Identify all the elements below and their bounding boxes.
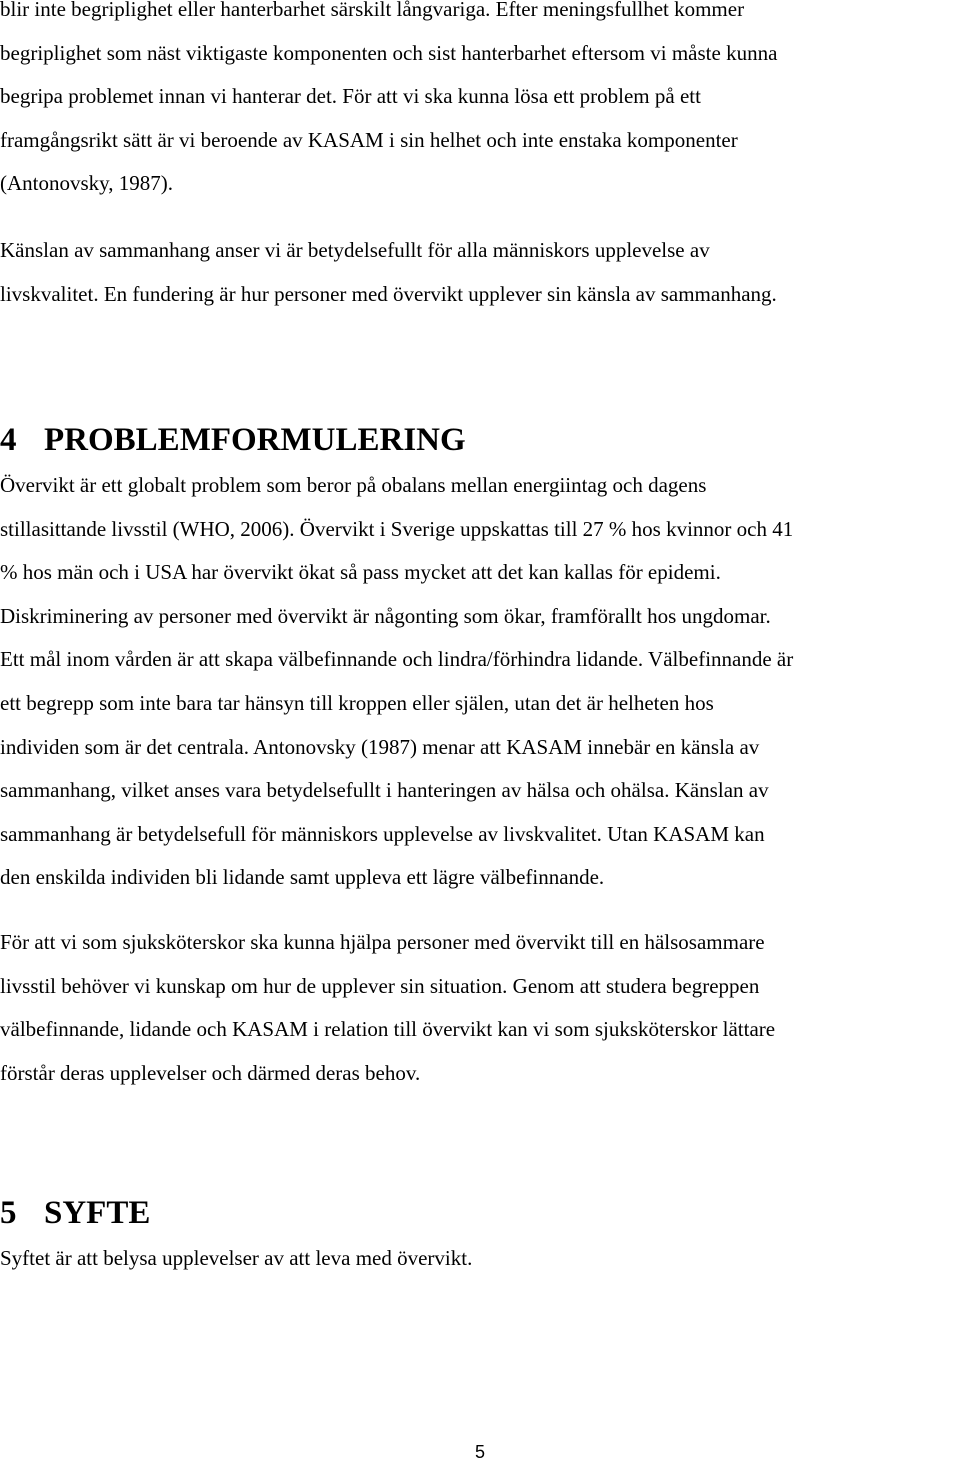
paragraph-aim <box>0 1237 472 1281</box>
text-line: livskvalitet. En fundering är hur personer med övervikt upplever sin känsla av sammanhang. <box>0 281 777 306</box>
section-title: SYFTE <box>44 1195 151 1231</box>
section-heading-problemformulering <box>0 420 466 460</box>
paragraph-nursing-relevance <box>0 921 775 1095</box>
section-title: PROBLEMFORMULERING <box>44 422 466 458</box>
text-line: stillasittande livsstil (WHO, 2006). Övervikt i Sverige uppskattas till 27 % hos kvinnor och 41 <box>0 516 794 541</box>
text-line: välbefinnande, lidande och KASAM i relation till övervikt kan vi som sjuksköterskor lättare <box>0 1017 776 1042</box>
text-line: Ett mål inom vården är att skapa välbefinnande och lindra/förhindra lidande. Välbefinnande är <box>0 647 794 672</box>
text-line: individen som är det centrala. Antonovsky (1987) menar att KASAM innebär en känsla av <box>0 734 760 759</box>
text-line: förstår deras upplevelser och därmed deras behov. <box>0 1060 421 1085</box>
page-number: 5 <box>474 1442 485 1462</box>
text-line: den enskilda individen bli lidande samt uppleva ett lägre välbefinnande. <box>0 865 605 890</box>
text-line: För att vi som sjuksköterskor ska kunna hjälpa personer med övervikt till en hälsosammare <box>0 930 765 954</box>
text-line: ett begrepp som inte bara tar hänsyn till kroppen eller själen, utan det är helheten hos <box>0 690 714 715</box>
text-line: livsstil behöver vi kunskap om hur de upplever sin situation. Genom att studera begreppen <box>0 973 760 998</box>
text-line: begriplighet som näst viktigaste komponenten och sist hanterbarhet eftersom vi måste kunna <box>0 40 778 65</box>
section-number: 4 <box>0 422 17 458</box>
paragraph-problem-statement <box>0 464 793 900</box>
text-line: % hos män och i USA har övervikt ökat så pass mycket att det kan kallas för epidemi. <box>0 560 721 585</box>
section-heading-syfte <box>0 1193 150 1233</box>
text-line: sammanhang är betydelsefull för människors upplevelse av livskvalitet. Utan KASAM kan <box>0 821 765 846</box>
text-line: Diskriminering av personer med övervikt är någonting som ökar, framförallt hos ungdomar. <box>0 603 771 628</box>
text-line: Känslan av sammanhang anser vi är betydelsefullt för alla människors upplevelse av <box>0 238 710 262</box>
text-line: Övervikt är ett globalt problem som beror på obalans mellan energiintag och dagens <box>0 473 707 497</box>
text-line: blir inte begriplighet eller hanterbarhet särskilt långvariga. Efter meningsfullhet kommer <box>0 0 745 21</box>
text-line: sammanhang, vilket anses vara betydelsefullt i hanteringen av hälsa och ohälsa. Känslan av <box>0 778 769 803</box>
paragraph-kasam-components <box>0 0 777 206</box>
text-line: (Antonovsky, 1987). <box>0 171 174 196</box>
text-line: framgångsrikt sätt är vi beroende av KASAM i sin helhet och inte enstaka komponenter <box>0 127 738 152</box>
text-line: begripa problemet innan vi hanterar det. För att vi ska kunna lösa ett problem på ett <box>0 84 701 109</box>
section-number: 5 <box>0 1195 17 1231</box>
text-line: Syftet är att belysa upplevelser av att leva med övervikt. <box>0 1246 473 1270</box>
paragraph-sense-of-coherence <box>0 229 777 316</box>
